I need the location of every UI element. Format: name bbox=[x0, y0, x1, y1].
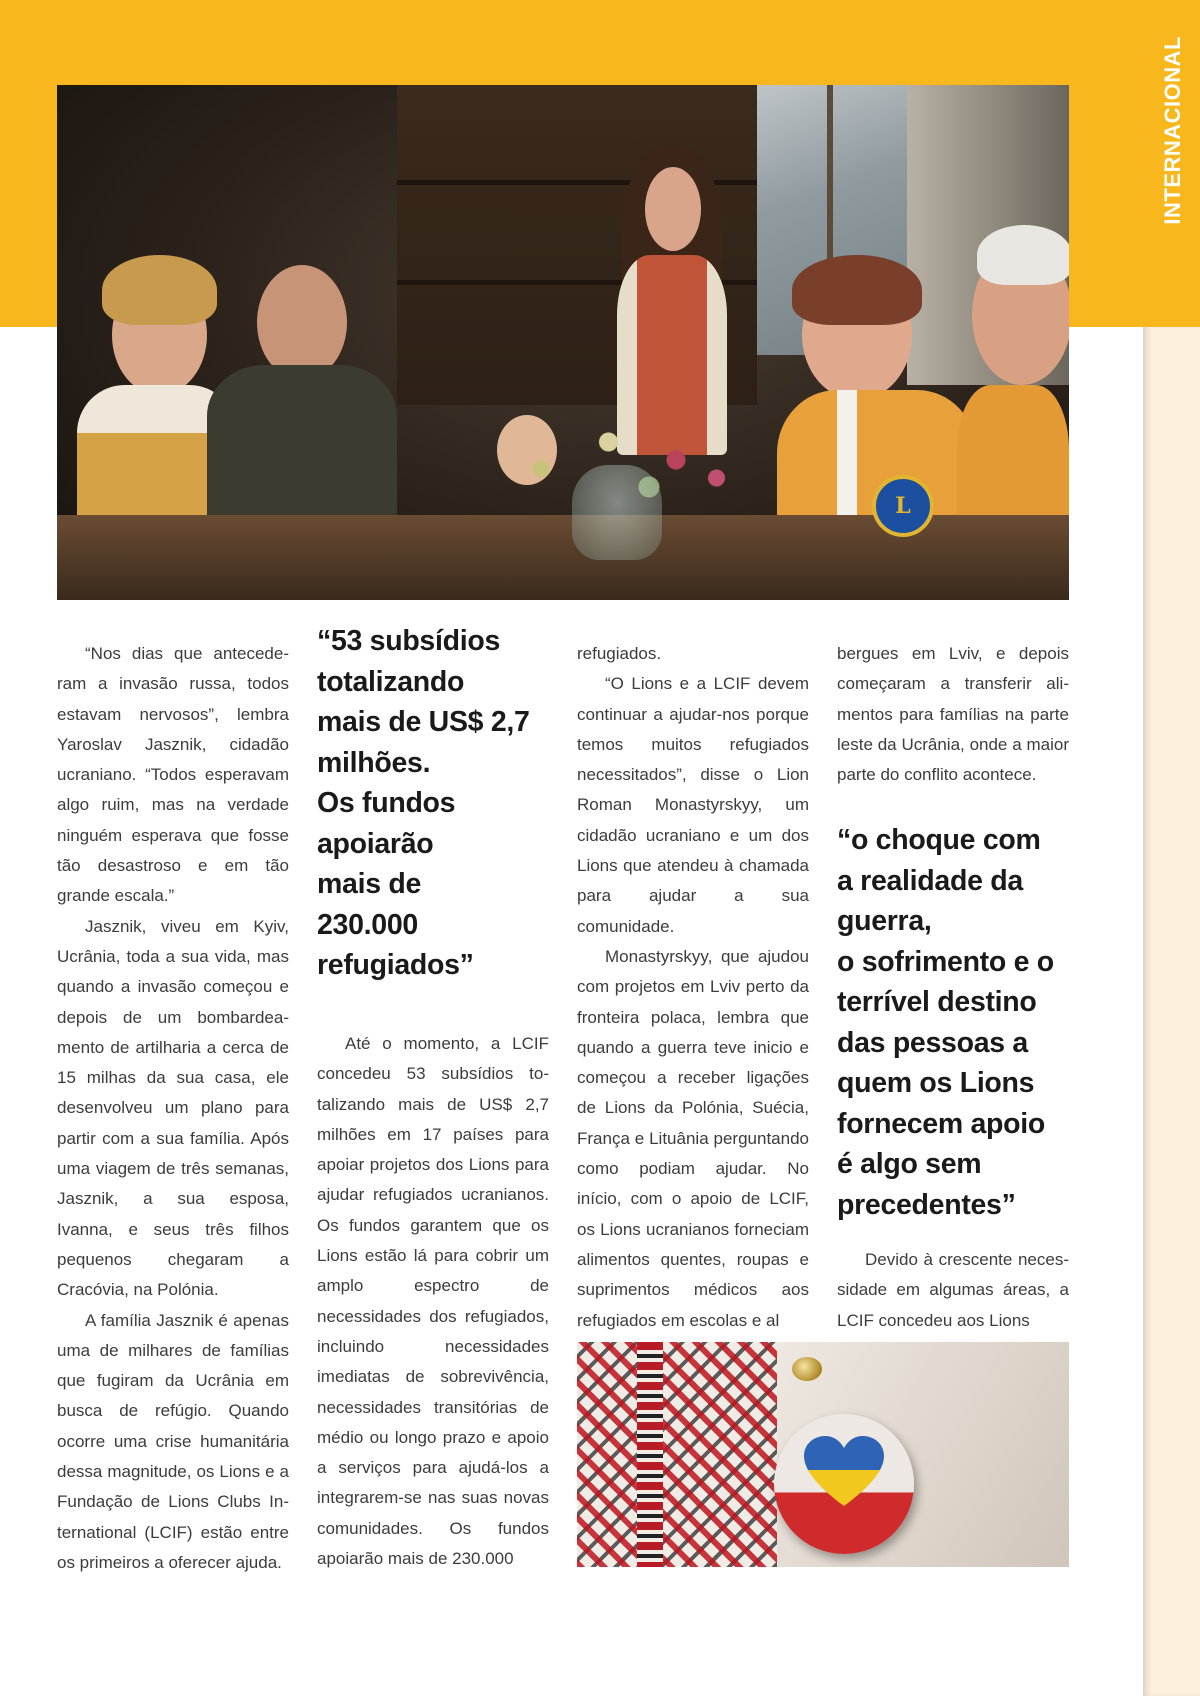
text-column-4 bbox=[837, 639, 1069, 790]
pull-quote-line: precedentes” bbox=[837, 1188, 1016, 1221]
pull-quote-line: totalizando bbox=[317, 665, 465, 698]
section-label bbox=[1150, 20, 1196, 240]
pull-quote-line: 230.000 bbox=[317, 908, 418, 941]
pull-quote-line: refugiados” bbox=[317, 949, 474, 981]
pull-quote-line: milhões. bbox=[317, 746, 431, 779]
person-hair bbox=[102, 255, 217, 325]
text-column-2 bbox=[317, 1029, 549, 1574]
heart-icon bbox=[804, 1436, 884, 1508]
pull-quote-line: das pessoas a bbox=[837, 1026, 1028, 1059]
pull-quote-2 bbox=[837, 820, 1077, 1225]
pull-quote-line: “53 subsídios bbox=[317, 625, 500, 657]
paragraph: bergues em Lviv, e depois começaram a transferir alimentos para famílias na parte leste da Ucrânia, onde a maior parte do conflito acontece. bbox=[837, 644, 1069, 785]
pin-photo bbox=[577, 1342, 1069, 1567]
pull-quote-line: apoiarão bbox=[317, 827, 434, 860]
pull-quote-line: é algo sem bbox=[837, 1148, 982, 1180]
text-column-4-continued bbox=[837, 1245, 1069, 1336]
pull-quote-line: mais de US$ 2,7 bbox=[317, 706, 530, 738]
embroidery-band bbox=[637, 1342, 663, 1567]
text-column-3 bbox=[577, 639, 809, 1336]
pull-quote-1 bbox=[317, 621, 552, 986]
paragraph: Monastyrskyy, que ajudou com projetos em Lviv perto da fronteira polaca, lembra que quando a guerra teve inicio e começou a receber ligações de Lions da Polónia, Suécia, França e Lituânia perguntando como podiam ajudar. No início, com o apoio de LCIF, os Lions ucranianos forneciam alimentos quentes, roupas e suprimentos médicos aos refugiados em escolas e al bbox=[577, 946, 809, 1330]
person-body bbox=[207, 365, 397, 535]
paragraph: Até o momento, a LCIF concedeu 53 subsídios totalizando mais de US$ 2,7 milhões em 17 países para apoiar projetos dos Lions para ajudar refugiados ucranianos. Os fundos garantem que os Lions estão lá para cobrir um amplo espectro de necessidades dos refugiados, incluindo necessidades imediatas de sobrevivência, necessidades transitórias de médio ou longo prazo e apoio a serviços para ajudá-los a integrarem-se nas suas novas comunidades. Os fundos apoiarão mais de 230.000 bbox=[317, 1034, 549, 1569]
pull-quote-line: “o choque com bbox=[837, 824, 1041, 856]
text-column-1 bbox=[57, 639, 289, 1578]
gold-pin-icon bbox=[792, 1357, 822, 1381]
paragraph: Jasznik, viveu em Kyiv, Ucrânia, toda a sua vida, mas quando a invasão começou e depois de um bombardeamento de artilharia a cerca de 15 milhas da sua casa, ele desenvolveu um plano para partir com a sua família. Após uma viagem de três semanas, Jasznik, a sua esposa, Ivanna, e seus três filhos pequenos chegaram a Cracóvia, na Polónia. bbox=[57, 916, 289, 1300]
paragraph: “O Lions e a LCIF devem continuar a ajudar-nos porque temos muitos refugiados necessitados”, disse o Lion Roman Monastyrskyy, um cidadão ucraniano e um dos Lions que atendeu à chamada para ajudar a sua comunidade. bbox=[577, 674, 809, 936]
lions-logo-letter: L bbox=[895, 493, 911, 519]
heart-pin-badge bbox=[774, 1414, 914, 1554]
pull-quote-line: a realidade da bbox=[837, 864, 1023, 897]
embroidery-pattern bbox=[577, 1342, 777, 1567]
person-hair bbox=[977, 225, 1069, 285]
person-hair bbox=[792, 255, 922, 325]
hero-photo bbox=[57, 85, 1069, 600]
paragraph: “Nos dias que antecederam a invasão russa, todos estavam nervosos”, lembra Yaroslav Jasznik, cidadão ucraniano. “Todos esperavam algo ruim, mas na verdade ninguém esperava que fosse tão desastroso e em tão grande escala.” bbox=[57, 644, 289, 906]
lions-logo-badge bbox=[872, 475, 934, 537]
pull-quote-line: terrível destino bbox=[837, 986, 1037, 1018]
pull-quote-line: o sofrimento e o bbox=[837, 945, 1054, 978]
pull-quote-line: guerra, bbox=[837, 905, 932, 937]
person-head bbox=[257, 265, 347, 380]
photo-vase bbox=[572, 465, 662, 560]
pull-quote-line: quem os Lions bbox=[837, 1067, 1035, 1099]
paragraph: refugiados. bbox=[577, 644, 662, 663]
page-bottom-margin bbox=[0, 1580, 1143, 1696]
paragraph: A família Jasznik é apenas uma de milhares de famílias que fugiram da Ucrânia em busca de refúgio. Quando ocorre uma crise humanitária dessa magnitude, os Lions e a Fundação de Lions Clubs International (LCIF) estão entre os primeiros a oferecer ajuda. bbox=[57, 1310, 289, 1572]
paragraph: Devido à crescente necessidade em algumas áreas, a LCIF concedeu aos Lions bbox=[837, 1250, 1069, 1330]
pull-quote-line: Os fundos bbox=[317, 787, 456, 819]
section-label-text: INTERNACIONAL bbox=[1160, 35, 1185, 225]
pull-quote-line: fornecem apoio bbox=[837, 1107, 1046, 1140]
pull-quote-line: mais de bbox=[317, 868, 422, 900]
person-face bbox=[645, 167, 701, 251]
